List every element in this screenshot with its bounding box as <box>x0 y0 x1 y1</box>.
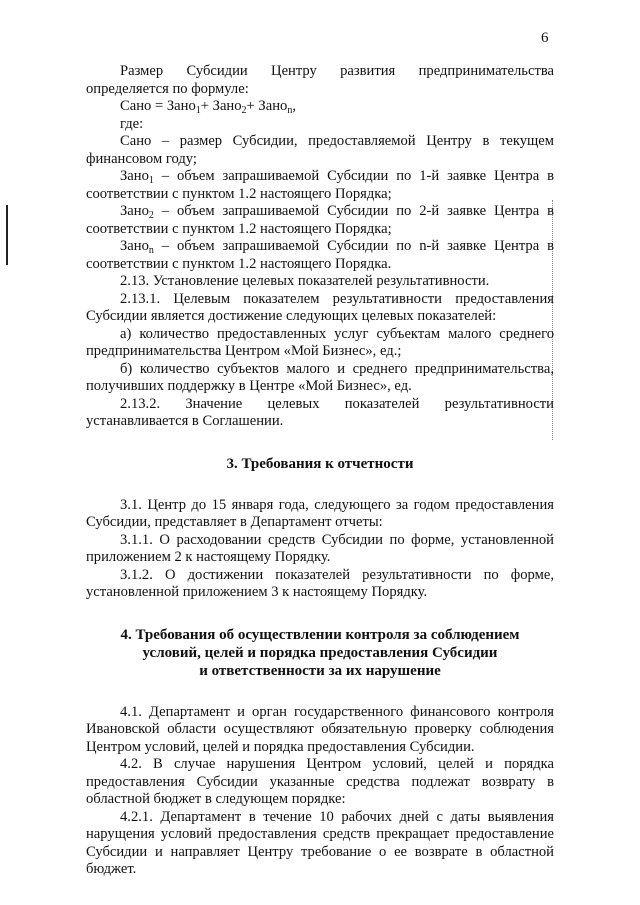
definition-zano-n-symbol: Зано <box>120 238 149 254</box>
section-4-heading-line1: 4. Требования об осуществлении контроля за соблюдением <box>120 626 520 643</box>
section-4-heading-line3: и ответственности за их нарушение <box>199 662 441 679</box>
definition-zano-n-sub: n <box>148 245 154 256</box>
formula-lhs: Сано = Зано <box>120 98 196 114</box>
formula-plus-2: + Зано <box>246 98 288 114</box>
definition-zano-1-text: – объем запрашиваемой Субсидии по 1-й заявке Центра в соответствии с пунктом 1.2 настоящего Порядка; <box>86 168 554 202</box>
definition-zano-1 <box>86 168 554 203</box>
definition-zano-2-sub: 2 <box>148 210 154 221</box>
paragraph-3-1-2: 3.1.2. О достижении показателей результативности по форме, установленной приложением 3 к настоящему Порядку. <box>86 566 554 600</box>
paragraph-4-1: 4.1. Департамент и орган государственного финансового контроля Ивановской области осуществляют обязательную проверку соблюдения Центром условий, целей и порядка предоставления Субсидии. <box>86 703 554 755</box>
formula-sub-1: 1 <box>195 105 201 116</box>
paragraph-2-13-1: 2.13.1. Целевым показателем результативности предоставления Субсидии является достижение следующих целевых показателей: <box>86 290 554 324</box>
spacer <box>86 680 554 704</box>
page-number: 6 <box>541 30 549 46</box>
formula-end: , <box>292 98 296 114</box>
formula-sub-n: n <box>287 105 293 116</box>
section-3-heading: 3. Требования к отчетности <box>226 455 414 472</box>
paragraph-2-13: 2.13. Установление целевых показателей результативности. <box>120 273 490 289</box>
section-4-heading <box>86 626 554 680</box>
paragraph-2-13-2: 2.13.2. Значение целевых показателей результативности устанавливается в Соглашении. <box>86 395 554 429</box>
formula-plus-1: + Зано <box>200 98 242 114</box>
section-4-heading-line2: условий, целей и порядка предоставления Субсидии <box>142 644 498 661</box>
spacer <box>86 431 554 455</box>
definition-zano-1-symbol: Зано <box>120 168 149 184</box>
formula-intro-line1: Размер Субсидии Центру развития предпринимательства <box>120 63 554 79</box>
paragraph-4-2: 4.2. В случае нарушения Центром условий, целей и порядка предоставления Субсидии указанные средства подлежат возврату в областной бюджет в следующем порядке: <box>86 756 554 807</box>
definition-zano-n-text: – объем запрашиваемой Субсидии по n-й заявке Центра в соответствии с пунктом 1.2 настоящего Порядка. <box>86 238 554 272</box>
spacer <box>86 473 554 497</box>
document-body <box>86 63 554 879</box>
formula <box>120 98 554 116</box>
formula-sub-2: 2 <box>241 105 247 116</box>
definition-zano-2-text: – объем запрашиваемой Субсидии по 2-й заявке Центра в соответствии с пунктом 1.2 настоящего Порядка; <box>86 203 554 237</box>
paragraph-3-1: 3.1. Центр до 15 января года, следующего за годом предоставления Субсидии, представляет в Департамент отчеты: <box>86 496 554 530</box>
definition-zano-n <box>86 238 554 273</box>
definition-zano-2 <box>86 203 554 238</box>
paragraph-2-13-1-a: а) количество предоставленных услуг субъектам малого среднего предпринимательства Центром «Мой Бизнес», ед.; <box>86 325 554 359</box>
formula-intro-line2: определяется по формуле: <box>86 80 249 97</box>
definition-sano: Сано – размер Субсидии, предоставляемой Центру в текущем финансовом году; <box>86 133 554 167</box>
where-label: где: <box>120 115 144 132</box>
paragraph-2-13-1-b: б) количество субъектов малого и среднего предпринимательства, получивших поддержку в Центре «Мой Бизнес», ед. <box>86 360 554 394</box>
definition-zano-1-sub: 1 <box>148 175 154 186</box>
scan-artifact-left <box>6 205 8 265</box>
paragraph-3-1-1: 3.1.1. О расходовании средств Субсидии по форме, установленной приложением 2 к настоящему Порядку. <box>86 531 554 565</box>
definition-zano-2-symbol: Зано <box>120 203 149 219</box>
spacer <box>86 602 554 626</box>
paragraph-4-2-1: 4.2.1. Департамент в течение 10 рабочих дней с даты выявления нарущения условий предоставления средств прекращает предоставление Субсидии и направляет Центру требование о ее возврате в областной бюджет. <box>86 808 554 877</box>
